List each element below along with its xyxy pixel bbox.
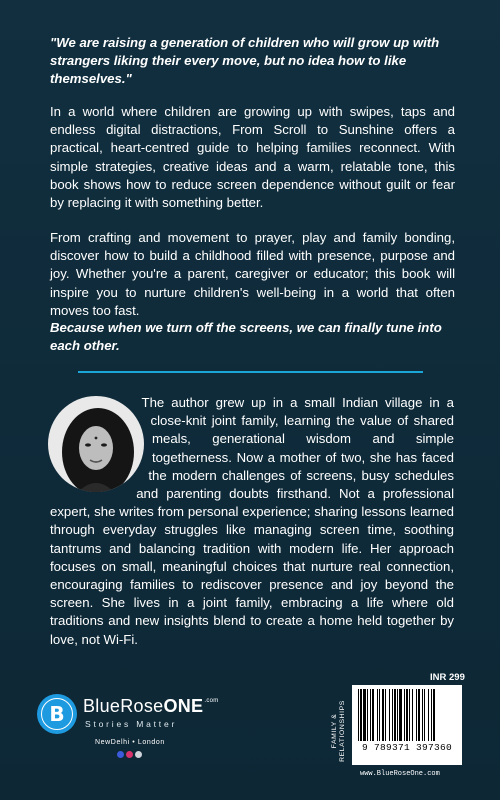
opening-quote: "We are raising a generation of children who will grow up with strangers liking their every move, but no idea how to like themselves." — [50, 35, 440, 86]
description-paragraph-1: In a world where children are growing up with swipes, taps and endless digital distractions, From Scroll to Sunshine offers a practical, heart-centred guide to helping families reconnect. With simple strategies, creative ideas and a warm, relatable tone, this book shows how to reduce screen dependence without guilt or fear by replacing it with something better. — [50, 104, 455, 211]
publisher-name: BlueRoseONE$^{.com}$ — [83, 696, 219, 716]
publisher-logo — [37, 688, 237, 778]
closing-quote: Because when we turn off the screens, we can finally tune into each other. — [50, 320, 442, 353]
x-icon — [135, 751, 142, 758]
author-bio — [50, 394, 454, 649]
description-paragraph-2: From crafting and movement to prayer, play and family bonding, discover how to build a childhood filled with presence, purpose and joy. Whether you're a parent, caregiver or educator; this book will inspire you to nurture children's well-being in a world that often moves too fast. — [50, 230, 455, 318]
social-icons — [117, 751, 142, 759]
genre-label: FAMILY & RELATIONSHIPS — [331, 700, 346, 762]
author-bio-text: The author grew up in a small Indian village in a close-knit joint family, learning the value of shared meals, generational wisdom and simple togetherness. Now a mother of two, she has faced the modern challenges of screens, busy schedules and parenting doubts firsthand. Not a professional expert, she writes from personal experience; sharing lessons learned through everyday struggles like managing screen time, soothing tantrums and balancing tradition with modern life. Her approach focuses on small, meaningful choices that nurture real connection, encouraging families to rediscover presence and joy beyond the screen. She lives in a joint family, embracing a life where old traditions and new insights blend to create a home held together by love, not Wi-Fi. — [50, 395, 454, 647]
publisher-cities: NewDelhi • London — [95, 739, 165, 746]
isbn-number: 9 789371 397360 — [361, 742, 452, 753]
facebook-icon — [117, 751, 124, 758]
price-label: INR 299 — [430, 672, 465, 683]
section-divider — [78, 371, 423, 373]
publisher-website: www.BlueRoseOne.com — [360, 770, 440, 778]
isbn-barcode — [352, 685, 462, 765]
instagram-icon — [126, 751, 133, 758]
publisher-tagline: Stories Matter — [85, 719, 178, 729]
bluerose-logo-icon: B — [37, 694, 77, 734]
